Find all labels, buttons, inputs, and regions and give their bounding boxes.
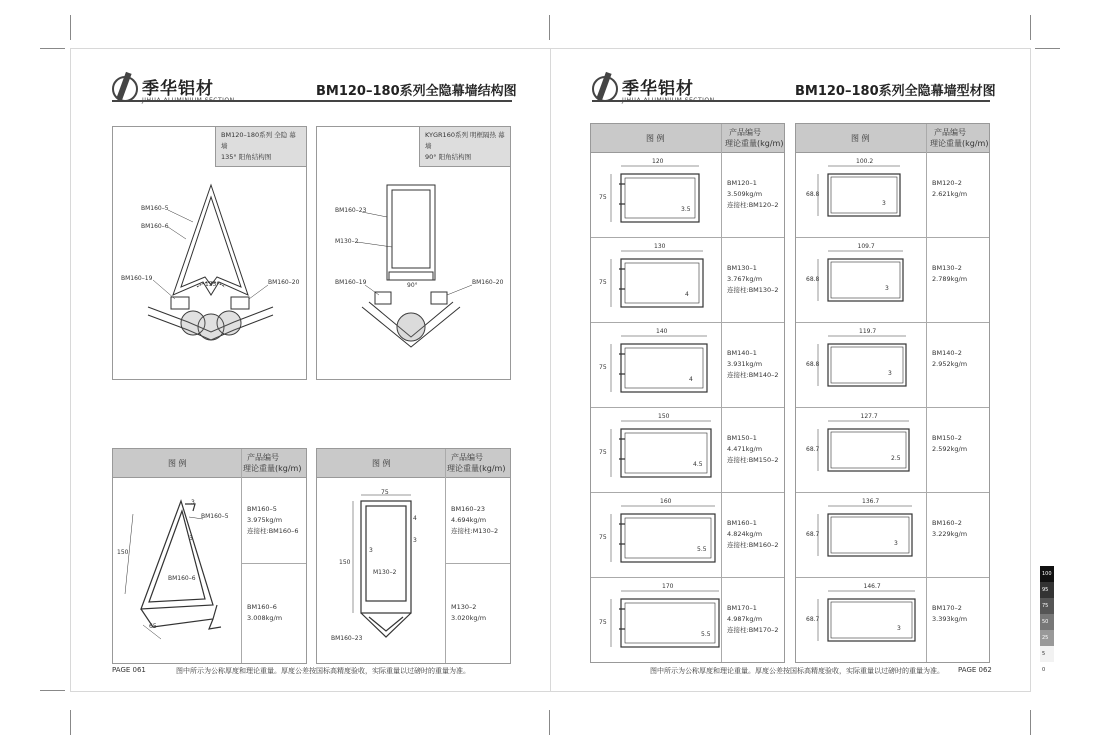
swatch: 5 (1040, 646, 1054, 662)
dim-height: 68.7 (806, 446, 820, 453)
label-m130-2: M130–2 (335, 238, 359, 245)
left-footnote: 图中所示为公称厚度和理论重量。厚度公差按国标高精度验收，实际重量以过磅时的重量为准。 (176, 667, 470, 675)
note-line: KYGR160系列 明框隔热 幕墙 (425, 131, 505, 150)
info-line: BM160–1 (727, 519, 757, 527)
dim-thickness: 4 (685, 291, 689, 298)
left-header-rule (112, 100, 512, 102)
dim-75: 75 (381, 489, 389, 496)
diagram-135-drawing (113, 127, 306, 379)
dim-width: 130 (654, 243, 666, 250)
crop-mark (1035, 48, 1060, 49)
info-line: BM120–1 (727, 179, 757, 187)
note-line: 135° 阳角结构图 (221, 153, 272, 161)
swatch: 100 (1040, 566, 1054, 582)
dim-thickness: 5.5 (697, 546, 707, 553)
swatch: 50 (1040, 614, 1054, 630)
label-angle-135: 135° (205, 281, 220, 288)
label-bm160-19: BM160–19 (121, 275, 153, 282)
profile-info (727, 433, 779, 466)
color-strip (1040, 566, 1054, 678)
info-line: 2.789kg/m (932, 275, 968, 283)
profile-info (932, 263, 967, 285)
info-line: 2.952kg/m (932, 360, 968, 368)
info-line: 3.229kg/m (932, 530, 968, 538)
info-line: BM150–2 (932, 434, 962, 442)
info-line: 连接柱:BM130–2 (727, 286, 779, 294)
col-code: 产品编号 (934, 128, 966, 137)
dim-height: 75 (599, 364, 607, 371)
dim-width: 100.2 (856, 158, 874, 165)
info-line: BM140–1 (727, 349, 757, 357)
info-line: 连接柱:BM120–2 (727, 201, 779, 209)
info-line: 3.931kg/m (727, 360, 763, 368)
info-line: 连接柱:BM160–2 (727, 541, 779, 549)
dim-height: 75 (599, 534, 607, 541)
swatch: 95 (1040, 582, 1054, 598)
dim-width: 140 (656, 328, 668, 335)
dim-height: 75 (599, 449, 607, 456)
info-line: 3.767kg/m (727, 275, 763, 283)
info-line: BM120–2 (932, 179, 962, 187)
product-code: BM160–23 (451, 505, 485, 513)
dim-150: 150 (117, 549, 129, 556)
dim-thickness: 5.5 (701, 631, 711, 638)
profile-drawing (591, 407, 721, 492)
dim-thickness: 3 (882, 200, 886, 207)
label-bm160-20: BM160–20 (268, 279, 300, 286)
dim-width: 146.7 (863, 583, 881, 590)
info-line: BM170–1 (727, 604, 757, 612)
dim-thickness: 3.5 (681, 206, 691, 213)
crop-mark (549, 15, 550, 40)
info-line: BM160–2 (932, 519, 962, 527)
info-line: 4.824kg/m (727, 530, 763, 538)
dim-thickness: 3 (888, 370, 892, 377)
dim-height: 68.8 (806, 361, 820, 368)
col-figure: 图 例 (851, 134, 870, 143)
dim-height: 68.7 (806, 531, 820, 538)
row-2-info (451, 602, 486, 624)
product-weight: 4.694kg/m (451, 516, 487, 524)
product-weight: 3.975kg/m (247, 516, 283, 524)
info-line: BM150–1 (727, 434, 757, 442)
info-line: BM130–2 (932, 264, 962, 272)
dim-width: 120 (652, 158, 664, 165)
left-page-title: BM120–180系列全隐幕墙结构图 (316, 84, 517, 99)
col-figure: 图 例 (372, 459, 391, 468)
dim-thickness: 2.5 (891, 455, 901, 462)
dim-width: 160 (660, 498, 672, 505)
product-link: 连接柱:BM160–6 (247, 527, 299, 535)
right-page-title: BM120–180系列全隐幕墙型材图 (795, 84, 996, 99)
dim-height: 68.8 (806, 276, 820, 283)
col-figure: 图 例 (646, 134, 665, 143)
col-divider (445, 449, 446, 663)
dim-width: 150 (658, 413, 670, 420)
dim-3: 3 (369, 547, 373, 554)
col-code: 产品编号 (247, 453, 279, 462)
dim-m130-2: M130–2 (373, 569, 397, 576)
crop-mark (1030, 710, 1031, 735)
col-divider (241, 449, 242, 663)
table-bm160-23 (316, 448, 511, 664)
dim-width: 170 (662, 583, 674, 590)
col-weight: 理论重量(kg/m) (243, 464, 302, 473)
profile-table-2 (795, 123, 990, 663)
col-weight: 理论重量(kg/m) (930, 139, 989, 148)
dim-3: 3 (191, 499, 195, 506)
row-2-info (247, 602, 282, 624)
info-line: BM140–2 (932, 349, 962, 357)
col-divider (721, 124, 722, 662)
profile-info (932, 178, 967, 200)
dim-150: 150 (339, 559, 351, 566)
info-line: 2.592kg/m (932, 445, 968, 453)
dim-height: 75 (599, 279, 607, 286)
profile-info (727, 178, 779, 211)
swatch: 25 (1040, 630, 1054, 646)
profile-info (727, 603, 779, 636)
label-bm160-23: BM160–23 (335, 207, 367, 214)
info-line: 3.509kg/m (727, 190, 763, 198)
crop-mark (1030, 15, 1031, 40)
col-divider (926, 124, 927, 662)
crop-mark (40, 48, 65, 49)
dim-thickness: 4 (689, 376, 693, 383)
profile-info (727, 518, 779, 551)
dim-label-5: BM160–5 (201, 513, 229, 520)
swatch: 0 (1040, 662, 1054, 678)
info-line: 4.471kg/m (727, 445, 763, 453)
label-bm160-19: BM160–19 (335, 279, 367, 286)
dim-3b: 3 (189, 535, 193, 542)
table-bm160-5 (112, 448, 307, 664)
profile-drawing (591, 577, 721, 662)
profile-info (932, 518, 967, 540)
table-header (796, 124, 989, 153)
dim-width: 136.7 (862, 498, 880, 505)
profile-info (932, 433, 967, 455)
dim-thickness: 3 (894, 540, 898, 547)
crop-mark (549, 710, 550, 735)
info-line: BM170–2 (932, 604, 962, 612)
table-header (591, 124, 784, 153)
crop-mark (70, 710, 71, 735)
dim-label-6: BM160–6 (168, 575, 196, 582)
profile-info (727, 263, 779, 296)
label-bm160-20: BM160–20 (472, 279, 504, 286)
profile-info (932, 603, 967, 625)
product-weight: 3.008kg/m (247, 614, 283, 622)
right-page-number: PAGE 062 (958, 666, 992, 674)
info-line: 2.621kg/m (932, 190, 968, 198)
info-line: BM130–1 (727, 264, 757, 272)
profile-drawing (591, 492, 721, 577)
dim-height: 68.8 (806, 191, 820, 198)
dim-height: 68.7 (806, 616, 820, 623)
profile-table-1 (590, 123, 785, 663)
diagram-135-panel (112, 126, 307, 380)
info-line: 4.987kg/m (727, 615, 763, 623)
product-code: M130–2 (451, 603, 477, 611)
dim-width: 127.7 (860, 413, 878, 420)
brand-logo-icon (592, 76, 618, 102)
note-line: 90° 阳角结构图 (425, 153, 472, 161)
info-line: 连接柱:BM170–2 (727, 626, 779, 634)
label-angle-90: 90° (407, 282, 418, 289)
diagram-90-drawing (317, 127, 510, 379)
dim-65: 65 (149, 623, 157, 630)
dim-thickness: 3 (897, 625, 901, 632)
row-divider (445, 563, 510, 564)
note-line: BM120–180系列 全隐 幕墙 (221, 131, 296, 150)
col-code: 产品编号 (729, 128, 761, 137)
bm160-23-drawing (317, 449, 445, 663)
info-line: 3.393kg/m (932, 615, 968, 623)
dim-thickness: 4.5 (693, 461, 703, 468)
product-code: BM160–5 (247, 505, 277, 513)
right-footnote: 图中所示为公称厚度和理论重量。厚度公差按国标高精度验收，实际重量以过磅时的重量为准。 (650, 667, 944, 675)
row-1-info (451, 504, 498, 537)
label-bm160-6: BM160–6 (141, 223, 169, 230)
product-code: BM160–6 (247, 603, 277, 611)
crop-mark (40, 690, 65, 691)
profile-info (727, 348, 779, 381)
brand-logo-icon (112, 76, 138, 102)
col-figure: 图 例 (168, 459, 187, 468)
dim-height: 75 (599, 194, 607, 201)
product-weight: 3.020kg/m (451, 614, 487, 622)
brand-name: 季华铝材 (142, 79, 214, 99)
dim-width: 109.7 (857, 243, 875, 250)
profile-info (932, 348, 967, 370)
bm160-5-drawing (113, 449, 241, 663)
crop-mark (70, 15, 71, 40)
dim-width: 119.7 (859, 328, 877, 335)
left-page-number: PAGE 061 (112, 666, 146, 674)
product-link: 连接柱:M130–2 (451, 527, 499, 535)
col-code: 产品编号 (451, 453, 483, 462)
dim-3b: 3 (413, 537, 417, 544)
swatch: 75 (1040, 598, 1054, 614)
info-line: 连接柱:BM150–2 (727, 456, 779, 464)
row-divider (241, 563, 306, 564)
dim-thickness: 3 (885, 285, 889, 292)
dim-bm160-23: BM160–23 (331, 635, 363, 642)
col-weight: 理论重量(kg/m) (447, 464, 506, 473)
right-header-rule (592, 100, 990, 102)
col-weight: 理论重量(kg/m) (725, 139, 784, 148)
dim-4: 4 (413, 515, 417, 522)
label-bm160-5: BM160–5 (141, 205, 169, 212)
info-line: 连接柱:BM140–2 (727, 371, 779, 379)
diagram-90-panel (316, 126, 511, 380)
row-1-info (247, 504, 299, 537)
dim-height: 75 (599, 619, 607, 626)
brand-name: 季华铝材 (622, 79, 694, 99)
